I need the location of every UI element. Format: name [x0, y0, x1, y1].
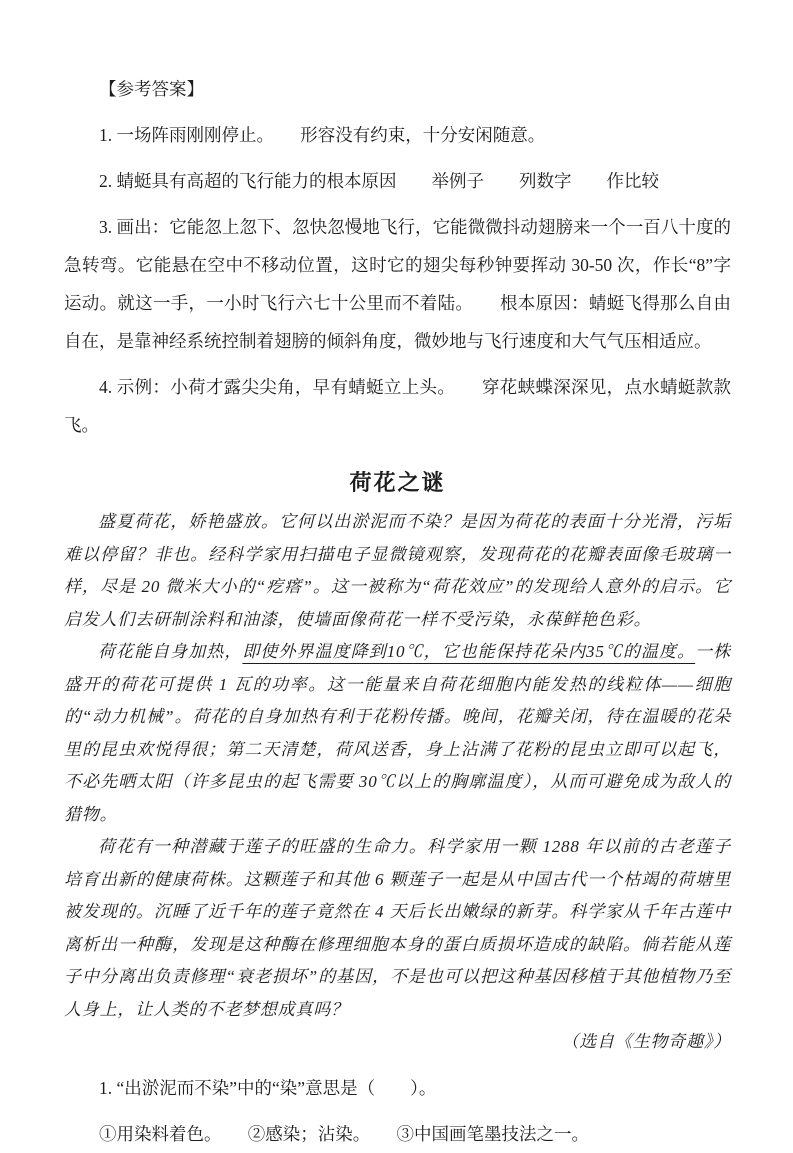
passage-paragraph-1: 盛夏荷花，娇艳盛放。它何以出淤泥而不染？是因为荷花的表面十分光滑，污垢难以停留？非也。经科学家用扫描电子显微镜观察，发现荷花的花瓣表面像毛玻璃一样，尽是 20 微米大小的“疙瘩”。这一被称为“荷花效应”的发现给人意外的启示。它启发人们去研制涂料和油漆，使墙面像荷花一样不受污染，永葆鲜艳色彩。 [64, 512, 731, 629]
passage-title: 荷花之谜 [349, 470, 446, 495]
answer-item-1: 1. 一场阵雨刚刚停止。 形容没有约束，十分安闲随意。 [99, 125, 546, 145]
answer-item-4: 4. 示例：小荷才露尖尖角，早有蜻蜓立上头。 穿花蛱蝶深深见，点水蜻蜓款款飞。 [64, 377, 731, 435]
passage-paragraph-2 [64, 636, 731, 831]
answer-item-2: 2. 蜻蜓具有高超的飞行能力的根本原因 举例子 列数字 作比较 [99, 171, 659, 191]
reference-answers-section [64, 70, 731, 444]
passage-body [64, 506, 731, 1059]
paragraph-2-lead-in: 荷花能自身加热， [98, 642, 243, 661]
underlined-sentence: 即使外界温度降到10℃，它也能保持花朵内35℃的温度。 [242, 642, 696, 661]
question-1-options: ①用染料着色。 ②感染；沾染。 ③中国画笔墨技法之一。 [99, 1123, 589, 1144]
question-1: 1. “出淤泥而不染”中的“染”意思是（ ）。 [99, 1077, 437, 1098]
answer-item-3: 3. 画出：它能忽上忽下、忽快忽慢地飞行，它能微微抖动翅膀来一个一百八十度的急转弯。它能悬在空中不移动位置，这时它的翅尖每秒钟要挥动 30-50 次，作长“8”字运动。就这一手，一小时飞行六七十公里而不着陆。 根本原因：蜻蜓飞得那么自由自在，是靠神经系统控制着翅膀的倾斜角度，微妙地与飞行速度和大气气压相适应。 [64, 217, 731, 351]
paragraph-2-continuation: 一株盛开的荷花可提供 1 瓦的功率。这一能量来自荷花细胞内能发热的线粒体——细胞的“动力机械”。荷花的自身加热有利于花粉传播。晚间，花瓣关闭，待在温暖的花朵里的昆虫欢悦得很；第二天清楚，荷风送香，身上沾满了花粉的昆虫立即可以起飞，不必先晒太阳（许多昆虫的起飞需要 30℃以上的胸廓温度），从而可避免成为敌人的猎物。 [64, 642, 731, 824]
passage-paragraph-3: 荷花有一种潜藏于莲子的旺盛的生命力。科学家用一颗 1288 年以前的古老莲子培育出新的健康荷株。这颗莲子和其他 6 颗莲子一起是从中国古代一个枯竭的荷塘里被发现的。沉睡了近千年的莲子竟然在 4 天后长出嫩绿的新芽。科学家从千年古莲中离析出一种酶，发现是这种酶在修理细胞本身的蛋白质损坏造成的缺陷。倘若能从莲子中分离出负责修理“衰老损坏”的基因，不是也可以把这种基因移植于其他植物乃至人身上，让人类的不老梦想成真吗？ [64, 837, 731, 1019]
reference-answers-header: 【参考答案】 [99, 79, 204, 99]
questions-section [64, 1069, 731, 1153]
passage-attribution: （选自《生物奇趣》） [561, 1032, 731, 1051]
